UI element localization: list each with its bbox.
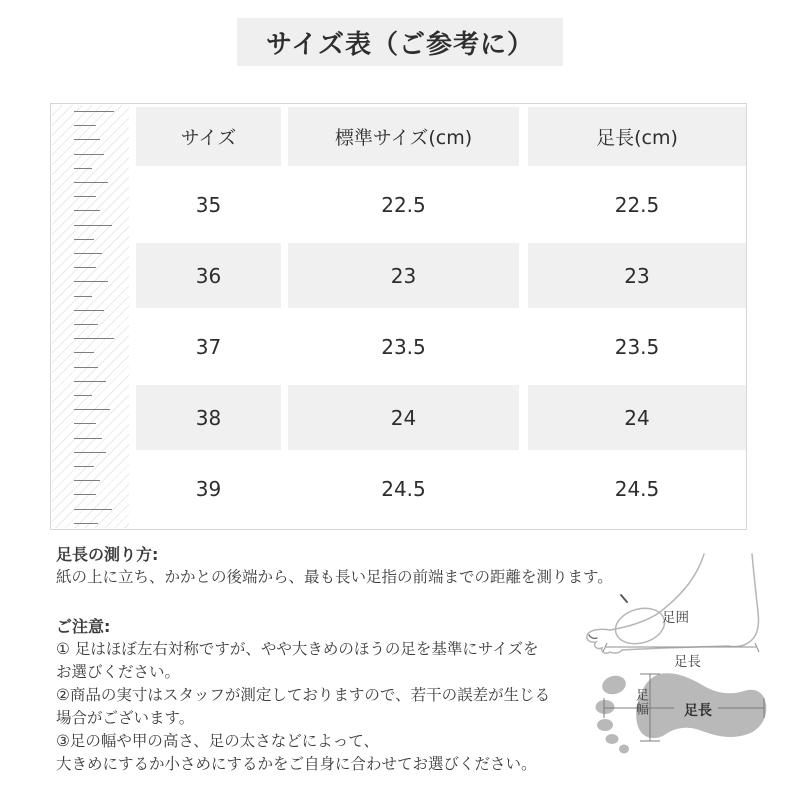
table-row (136, 385, 746, 450)
ruler-graphic (52, 105, 129, 528)
notes-heading: ご注意: (56, 617, 111, 636)
cell-size: 38 (136, 385, 281, 450)
notes-section (56, 616, 636, 776)
cell-size: 37 (195, 334, 222, 359)
cell-size: 36 (136, 243, 281, 308)
column-header-standard-size: 標準サイズ(cm) (288, 107, 519, 166)
page-title: サイズ表（ご参考に） (266, 29, 534, 60)
cell-footlength: 22.5 (614, 192, 660, 217)
side-length-label: 足長 (674, 654, 701, 670)
cell-footlength: 24.5 (614, 476, 660, 501)
size-table (50, 103, 747, 530)
cell-standard: 24.5 (381, 476, 426, 501)
cell-size: 39 (195, 476, 222, 501)
ruler-ticks (52, 105, 129, 528)
cell-standard: 23 (288, 243, 519, 308)
measuring-heading: 足長の測り方: (56, 545, 159, 564)
side-girth-label: 足囲 (662, 610, 689, 626)
table-row (136, 314, 746, 379)
note-line: ②商品の実寸はスタッフが測定しておりますので、若干の誤差が生じる (56, 686, 551, 704)
note-line: ① 足はほぼ左右対称ですが、やや大きめのほうの足を基準にサイズを (56, 640, 539, 658)
table-row (136, 243, 746, 308)
note-line: 場合がございます。 (56, 709, 195, 727)
measuring-body: 紙の上に立ち、かかとの後端から、最も長い足指の前端までの距離を測ります。 (56, 568, 613, 586)
column-header-foot-length: 足長(cm) (528, 107, 746, 166)
cell-standard: 23.5 (381, 334, 426, 359)
column-header-size: サイズ (136, 107, 281, 166)
table-row (136, 172, 746, 237)
cell-footlength: 23.5 (614, 334, 660, 359)
cell-standard: 22.5 (381, 192, 426, 217)
cell-size: 35 (195, 192, 222, 217)
note-line: お選びください。 (56, 663, 181, 681)
footprint-drawing (596, 673, 767, 753)
cell-standard: 24 (288, 385, 519, 450)
note-line: 大きめにするか小さめにするかをご自身に合わせてお選びください。 (56, 755, 537, 773)
sole-width-label: 足幅 (633, 688, 648, 716)
table-header-row (136, 107, 746, 166)
title-box (237, 18, 563, 66)
cell-footlength: 24 (528, 385, 746, 450)
note-line: ③足の幅や甲の高さ、足の太さなどによって、 (56, 732, 379, 750)
table-row (136, 456, 746, 521)
sole-length-label: 足長 (684, 703, 712, 719)
foot-side-view-drawing (587, 554, 759, 653)
cell-footlength: 23 (528, 243, 746, 308)
